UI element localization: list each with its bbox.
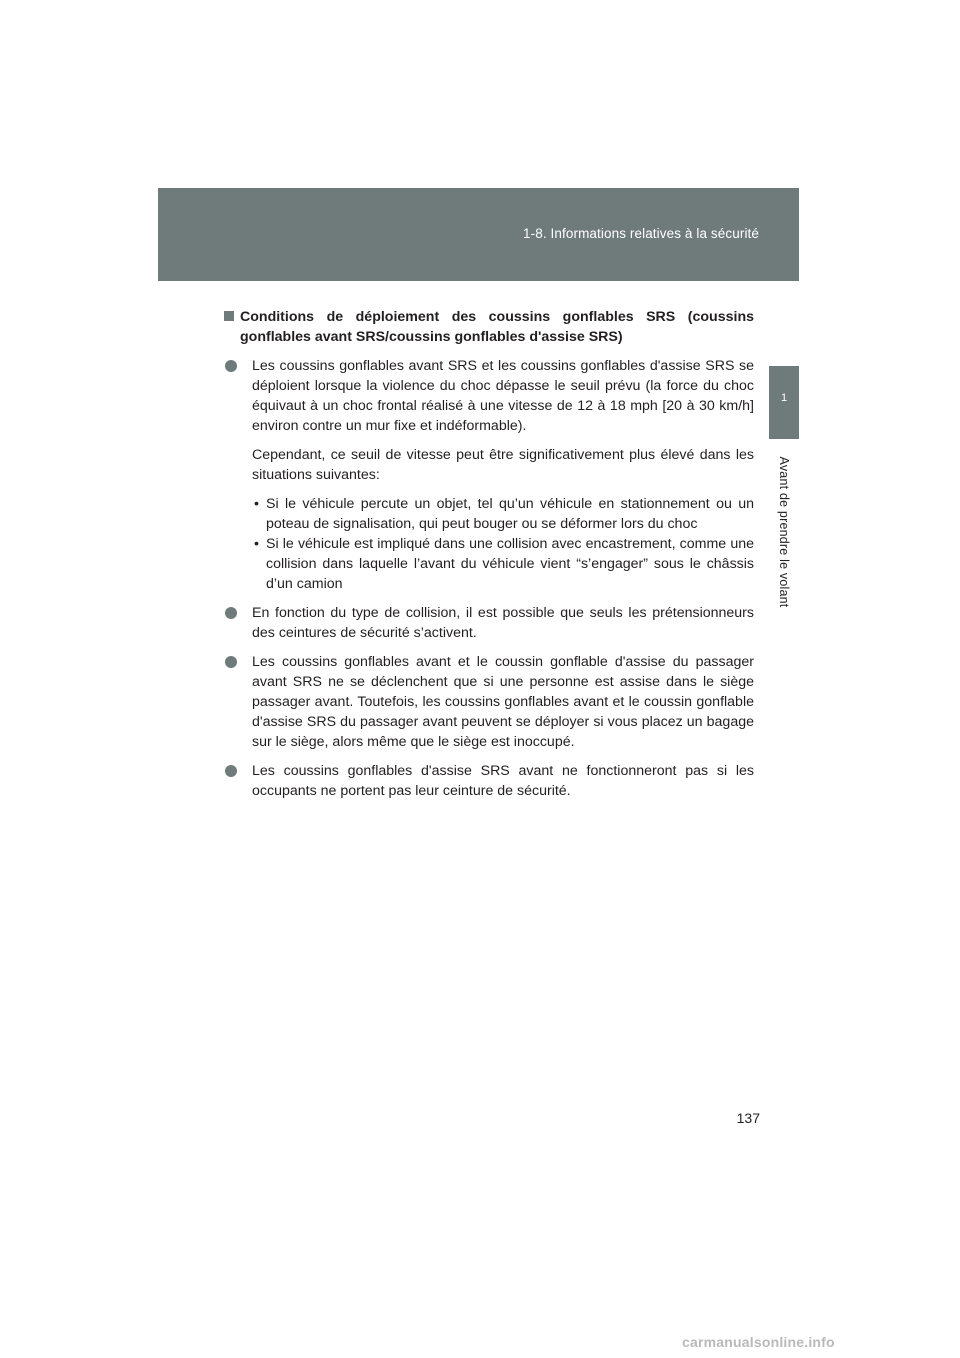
list-item (224, 356, 754, 436)
list-item-text: Les coussins gonflables avant et le coussin gonflable d'assise du passager avant SRS ne se déclenchent que si une personne est assise dans le siège passager avant. Toutefois, les coussins gonflables avant et le coussin gonflable d'assise SRS du passager avant peuvent se déployer si vous placez un bagage sur le siège, alors même que le siège est inoccupé. (252, 654, 754, 750)
list-item (224, 603, 754, 643)
chapter-label: Avant de prendre le volant (777, 456, 791, 608)
dot-bullet-icon: • (254, 536, 259, 552)
circle-bullet-icon (225, 656, 237, 668)
sub-list-item-text: Si le véhicule est impliqué dans une collision avec encastrement, comme une collision dans laquelle l’avant du véhicule vient “s’engager” sous le châssis d’un camion (266, 536, 754, 592)
paragraph: Cependant, ce seuil de vitesse peut être significativement plus élevé dans les situations suivantes: (252, 447, 754, 483)
sub-list-item (252, 534, 754, 594)
circle-bullet-icon (225, 607, 237, 619)
list-item-text: Les coussins gonflables d'assise SRS avant ne fonctionneront pas si les occupants ne portent pas leur ceinture de sécurité. (252, 763, 754, 799)
square-bullet-icon (224, 311, 234, 321)
chapter-number: 1 (780, 392, 788, 404)
dot-bullet-icon: • (254, 496, 259, 512)
chapter-tab (769, 366, 799, 439)
section-title: 1-8. Informations relatives à la sécurité (523, 226, 759, 241)
circle-bullet-icon (225, 765, 237, 777)
page-number: 137 (736, 1110, 760, 1126)
header-band (158, 188, 799, 281)
section-heading-text: Conditions de déploiement des coussins gonflables SRS (coussins gonflables avant SRS/coussins gonflables d'assise SRS) (240, 309, 754, 345)
sub-list-item (252, 494, 754, 534)
sub-list-item-text: Si le véhicule percute un objet, tel qu’un véhicule en stationnement ou un poteau de signalisation, qui peut bouger ou se déformer lors du choc (266, 496, 754, 532)
list-item-text: Les coussins gonflables avant SRS et les coussins gonflables d'assise SRS se déploient lorsque la violence du choc dépasse le seuil prévu (la force du choc équivaut à un choc frontal réalisé à une vitesse de 12 à 18 mph [20 à 30 km/h] environ contre un mur fixe et indéformable). (252, 358, 754, 434)
watermark-logo[interactable]: carmanualsonline.info (682, 1334, 835, 1350)
list-item-text: En fonction du type de collision, il est possible que seuls les prétensionneurs des ceintures de sécurité s’activent. (252, 605, 754, 641)
list-item (224, 761, 754, 801)
page-content (224, 307, 754, 810)
sub-list (224, 494, 754, 594)
section-heading (224, 307, 754, 347)
circle-bullet-icon (225, 360, 237, 372)
list-item (224, 652, 754, 752)
